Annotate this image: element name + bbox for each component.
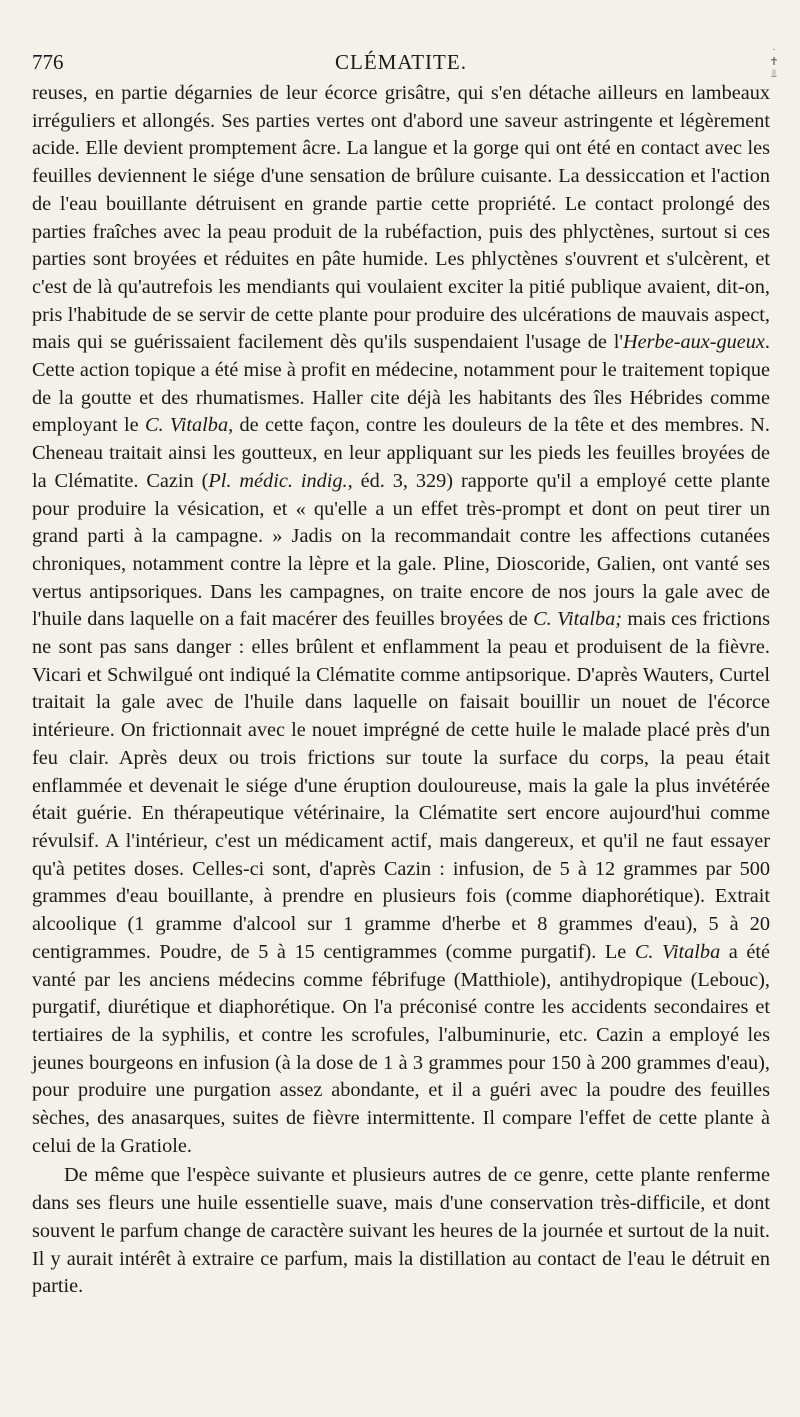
italic-run: C. Vitalba; xyxy=(533,608,623,631)
italic-run: C. Vitalba xyxy=(634,940,721,963)
text-run: , de cette façon, contre les douleurs de la tête et des membres. N. Cheneau traitait ainsi les goutteux, en leur appliquant sur les pieds les feuilles broyées de la Clématite. Cazin ( xyxy=(32,414,770,492)
page-header xyxy=(32,50,770,80)
text-run: . Cette action topique a été mise à profit en médecine, notamment pour le traitement topique de la goutte et des rhumatismes. Haller cite déjà les habitants des îles Hébrides comme employant le xyxy=(32,331,770,437)
text-run: , éd. 3, 329) rapporte qu'il a employé cette plante pour produire la vésication, et « qu'elle a un effet très-prompt et dont on peut tirer un grand parti à la campagne. » Jadis on la recommandait contre les affections cutanées chroniques, notamment contre la lèpre et la gale. Pline, Dioscoride, Galien, ont vanté ses vertus antipsoriques. Dans les campagnes, on traite encore de nos jours la gale avec de l'huile dans laquelle on a fait macérer des feuilles broyées de xyxy=(32,469,770,631)
body-text xyxy=(32,80,770,1301)
text-run: mais ces frictions ne sont pas sans danger : elles brûlent et enflamment la peau et produisent de la fièvre. Vicari et Schwilgué ont indiqué la Clématite comme antipsorique. D'après Wauters, Curtel traitait la gale avec de l'huile dans laquelle on faisait bouillir un nouet de l'écorce intérieure. On frictionnait avec le nouet imprégné de cette huile le malade placé près d'un feu clair. Après deux ou trois frictions sur toute la surface du corps, la peau était enflammée et devenait le siége d'une éruption douloureuse, mais la gale la plus invétérée était guérie. En thérapeutique vétérinaire, la Clématite sert encore aujourd'hui comme révulsif. A l'intérieur, c'est un médicament actif, mais dangereux, et qu'il ne faut essayer qu'à petites doses. Celles-ci sont, d'après Cazin : infusion, de 5 à 12 grammes par 500 grammes d'eau bouillante, à prendre en plusieurs fois (comme diaphorétique). Extrait alcoolique (1 gramme d'alcool sur 1 gramme d'herbe et 8 grammes d'eau), 5 à 20 centigrammes. Poudre, de 5 à 15 centigrammes (comme purgatif). Le xyxy=(32,608,770,963)
italic-run: C. Vitalba xyxy=(144,414,229,437)
running-title: CLÉMATITE. xyxy=(335,50,467,74)
text-run: De même que l'espèce suivante et plusieurs autres de ce genre, cette plante renferme dans ses fleurs une huile essentielle suave, mais d'une conservation très-difficile, et dont souvent le parfum change de caractère suivant les heures de la journée et surtout de la nuit. Il y aurait intérêt à extraire ce parfum, mais la distillation au contact de l'eau le détruit en partie. xyxy=(32,1164,770,1298)
italic-run: Pl. médic. indig. xyxy=(208,469,348,492)
book-page xyxy=(32,50,770,1301)
paragraph-2 xyxy=(32,1162,770,1301)
paragraph-1 xyxy=(32,80,770,1160)
text-run: a été vanté par les anciens médecins comme fébrifuge (Matthiole), antihydropique (Lebouc), purgatif, diurétique et diaphorétique. On l'a préconisé contre les accidents secondaires et tertiaires de la syphilis, et contre les scrofules, l'albuminurie, etc. Cazin a employé les jeunes bourgeons en infusion (à la dose de 1 à 3 grammes pour 150 à 200 grammes d'eau), pour produire une purgation assez abondante, et il a guéri avec la poudre des feuilles sèches, des anasarques, suites de fièvre intermittente. Il compare l'effet de cette plante à celui de la Gratiole. xyxy=(32,940,770,1157)
text-run: reuses, en partie dégarnies de leur écorce grisâtre, qui s'en détache ailleurs en lambeaux irréguliers et allongés. Ses parties vertes ont d'abord une saveur astringente et légèrement acide. Elle devient promptement âcre. La langue et la gorge qui ont été en contact avec les feuilles deviennent le siége d'une sensation de brûlure cuisante. La dessiccation et l'action de l'eau bouillante détruisent en grande partie cette propriété. Le contact prolongé des parties fraîches avec la peau produit de la rubéfaction, puis des phlyctènes, surtout si ces parties sont broyées et réduites en pâte humide. Les phlyctènes s'ouvrent et s'ulcèrent, et c'est de là qu'autrefois les mendiants qui voulaient exciter la pitié publique avaient, dit-on, pris l'habitude de se servir de cette plante pour produire des ulcérations de mauvais aspect, mais qui se guérissaient facilement dès qu'ils suspendaient l'usage de l' xyxy=(32,82,770,354)
margin-marks: · ✝ ⫫ xyxy=(769,44,779,80)
italic-run: Herbe-aux-gueux xyxy=(623,331,765,354)
page-number: 776 xyxy=(32,50,64,74)
